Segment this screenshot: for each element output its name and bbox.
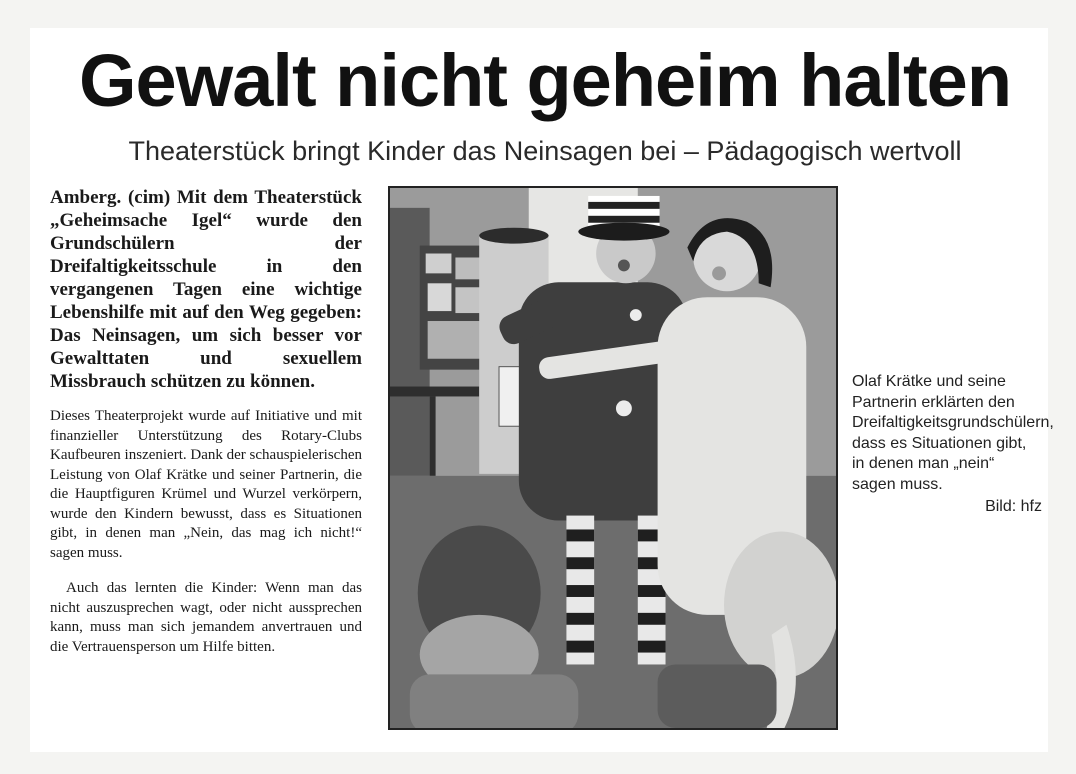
photo-illustration — [390, 188, 836, 728]
subheadline: Theaterstück bringt Kinder das Neinsagen bei – Pädagogisch wertvoll — [128, 136, 962, 166]
body-paragraph-2: Auch das lernten die Kinder: Wenn man das nicht auszusprechen wagt, oder nicht aussprechen kann, muss man sich jemandem anvertrauen und die Vertrauensperson um Hilfe bitten. — [50, 580, 362, 655]
photo-caption — [852, 372, 1054, 518]
article-photo — [388, 186, 838, 730]
lead-paragraph: Amberg. (cim) Mit dem Theaterstück „Geheimsache Igel“ wurde den Grundschülern der Dreifaltigkeitsschule in den vergangenen Tagen eine wichtige Lebenshilfe mit auf den Weg gegeben: Das Neinsagen, um sich besser vor Gewalttaten und sexuellem Missbrauch schützen zu können. — [50, 187, 362, 392]
article-body — [50, 186, 362, 657]
caption-text: Olaf Krätke und seine Partnerin erklärten den Dreifaltigkeitsgrundschülern, dass es Situationen gibt, in denen man „nein“ sagen muss. — [852, 373, 1054, 493]
photo-credit: Bild: hfz — [985, 498, 1042, 515]
newspaper-clipping — [30, 28, 1054, 752]
headline: Gewalt nicht geheim halten — [78, 39, 1012, 122]
body-paragraph-1: Dieses Theaterprojekt wurde auf Initiative und mit finanzieller Unterstützung des Rotary-Clubs Kaufbeuren inszeniert. Dank der schauspielerischen Leistung von Olaf Krätke und seiner Partnerin, die die Hauptfiguren Krümel und Wurzel verkörpern, wurde den Kindern bewusst, dass es Situationen gibt, in denen man „Nein, das mag ich nicht!“ sagen muss. — [50, 408, 362, 561]
